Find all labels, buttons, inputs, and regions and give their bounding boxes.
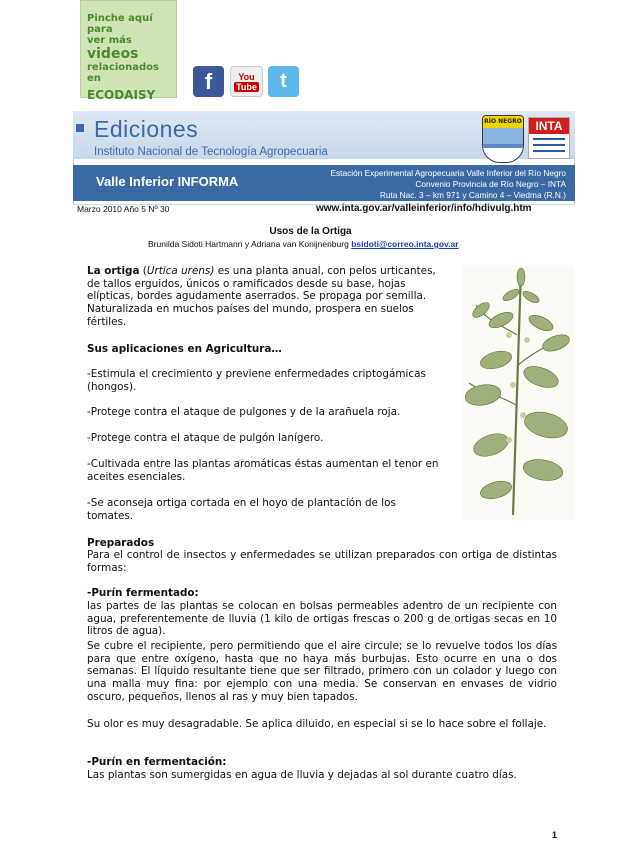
purin-fermentado-heading: -Purín fermentado: — [87, 587, 199, 599]
application-item: -Protege contra el ataque de pulgón lanígero. — [87, 432, 324, 444]
purin-en-fermentacion-heading: -Purín en fermentación: — [87, 756, 227, 768]
youtube-icon[interactable]: You Tube — [230, 66, 263, 97]
purin-en-fermentacion-text: Las plantas son sumergidas en agua de lluvia y dejadas al sol durante cuatro días. — [87, 769, 517, 781]
purin-fermentado-p1: las partes de las plantas se colocan en bolsas permeables adentro de un recipiente con agua, preferentemente de lluvia (1 kilo de ortigas frescas o 200 g de ortigas secas en 10 litros de agua). — [87, 600, 557, 638]
promo-line-1: Pinche aquí para — [87, 13, 153, 35]
applications-heading: Sus aplicaciones en Agricultura… — [87, 343, 282, 355]
page-number: 1 — [552, 830, 558, 840]
article-authors: Brunilda Sidoti Hartmann y Adriana van Konijnenburg bsidoti@correo.inta.gov.ar — [148, 239, 459, 249]
rio-negro-crest-icon: RÍO NEGRO — [482, 115, 524, 163]
preparados-text: Para el control de insectos y enfermedades se utilizan preparados con ortiga de distintas formas: — [87, 549, 557, 574]
promo-line-3: relacionados en — [87, 62, 159, 84]
author-email-link[interactable]: bsidoti@correo.inta.gov.ar — [351, 239, 459, 249]
preparados-heading: Preparados — [87, 537, 155, 549]
article-title: Usos de la Ortiga — [269, 226, 352, 237]
intro-paragraph: La ortiga (Urtica urens) es una planta anual, con pelos urticantes, de tallos erguidos, únicos o ramificados desde su base, hojas elípticas, bordes agudamente aserrados. Se propaga por semilla. Naturalizada en muchos países del mundo, prospera en suelos fértiles. — [87, 265, 436, 328]
application-item: -Protege contra el ataque de pulgones y de la arañuela roja. — [87, 406, 401, 418]
promo-line-2: ver más videos — [87, 35, 139, 62]
facebook-icon[interactable]: f — [193, 66, 224, 97]
valle-inferior-informa: Valle Inferior INFORMA — [96, 174, 239, 189]
convenio-line: Convenio Provincia de Río Negro – INTA — [415, 179, 566, 189]
station-name: Estación Experimental Agropecuaria Valle Inferior del Río Negro — [330, 168, 566, 178]
issue-date: Marzo 2010 Año 5 Nº 30 — [77, 204, 170, 214]
application-item: -Cultivada entre las plantas aromáticas éstas aumentan el tenor en aceites esenciales. — [87, 458, 439, 483]
application-item: -Estimula el crecimiento y previene enfermedades criptogámicas (hongos). — [87, 368, 426, 393]
site-url[interactable]: www.inta.gov.ar/valleinferior/info/hdivulg.htm — [316, 203, 532, 214]
institute-name: Instituto Nacional de Tecnología Agropecuaria — [94, 146, 328, 158]
purin-fermentado-p3: Su olor es muy desagradable. Se aplica diluido, en especial si se lo hace sobre el follaje. — [87, 718, 547, 730]
inta-logo: INTA — [528, 117, 570, 159]
route-line: Ruta Nac. 3 – km 971 y Camino 4 – Viedma (R.N.) — [379, 190, 566, 200]
promo-line-4: ECODAISY — [87, 88, 156, 102]
application-item: -Se aconseja ortiga cortada en el hoyo de plantación de los tomates. — [87, 497, 396, 522]
ediciones-title: Ediciones — [94, 116, 199, 142]
nettle-plant-illustration — [461, 265, 575, 520]
bullet-square-icon — [76, 124, 84, 132]
purin-fermentado-p2: Se cubre el recipiente, pero permitiendo que el aire circule; se lo revuelve todos los días para que entre oxígeno, hasta que no haya más burbujas. Esto ocurre en una o dos semanas. El líquido resultante tiene que ser filtrado, primero con un colador y luego con una malla muy fina: por ejemplo con una media. Se conservan en envases de vidrio oscuro, pequeños, llenos al ras y muy bien tapados. — [87, 640, 557, 703]
ecodaisy-video-link[interactable] — [80, 0, 177, 102]
twitter-icon[interactable]: t — [268, 66, 299, 97]
